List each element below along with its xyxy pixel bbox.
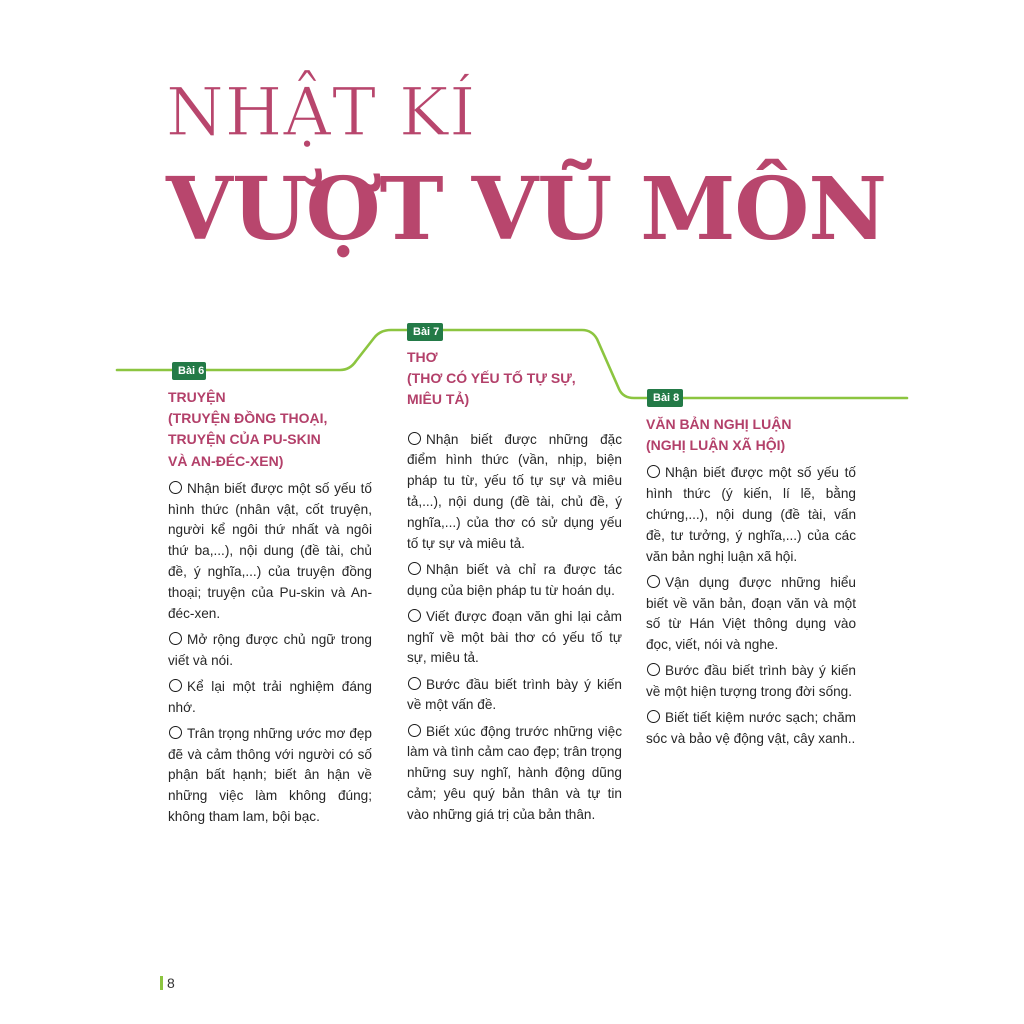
item-text: Viết được đoạn văn ghi lại cảm nghĩ về một bài thơ có yếu tố tự sự, miêu tả. [407, 608, 622, 666]
item-text: Vận dụng được những hiểu biết về văn bản, đoạn văn và một số từ Hán Việt thông dụng vào đọc, viết, nói và nghe. [646, 574, 856, 653]
lesson-6-heading [168, 387, 372, 472]
lesson-8-badge: Bài 8 [647, 389, 683, 407]
circle-bullet-icon [647, 710, 660, 723]
circle-bullet-icon [169, 679, 182, 692]
item-text: Nhận biết được một số yếu tố hình thức (nhân vật, cốt truyện, người kể ngôi thứ nhất và ngôi thứ ba,...), nội dung (đề tài, chủ đề, ý nghĩa,...) của truyện đồng thoại; truyện của Pu-skin và An-đéc-xen. [168, 480, 372, 621]
item-text: Biết tiết kiệm nước sạch; chăm sóc và bảo vệ động vật, cây xanh.. [646, 710, 856, 747]
title-line-1: NHẬT KÍ [166, 74, 477, 151]
item-text: Bước đầu biết trình bày ý kiến về một vấn đề. [407, 676, 622, 713]
circle-bullet-icon [408, 677, 421, 690]
lesson-7-item-5 [407, 722, 622, 826]
item-text: Kể lại một trải nghiệm đáng nhớ. [168, 678, 372, 715]
item-text: Mở rộng được chủ ngữ trong viết và nói. [168, 631, 372, 668]
circle-bullet-icon [408, 724, 421, 737]
circle-bullet-icon [169, 481, 182, 494]
lesson-6-column [168, 387, 372, 833]
item-text: Nhận biết và chỉ ra được tác dụng của biện pháp tu từ hoán dụ. [407, 561, 622, 598]
heading-line: (THƠ CÓ YẾU TỐ TỰ SỰ, [407, 370, 576, 387]
title-line-2: VƯỢT VŨ MÔN [166, 159, 886, 260]
lesson-8-item-1 [646, 463, 856, 567]
lesson-7-item-4 [407, 675, 622, 717]
circle-bullet-icon [408, 609, 421, 622]
item-text: Bước đầu biết trình bày ý kiến về một hiện tượng trong đời sống. [646, 663, 856, 700]
lesson-6-item-1 [168, 479, 372, 625]
heading-line: VĂN BẢN NGHỊ LUẬN [646, 416, 792, 432]
circle-bullet-icon [647, 465, 660, 478]
circle-bullet-icon [169, 726, 182, 739]
lesson-7-item-1 [407, 430, 622, 555]
lesson-6-item-2 [168, 630, 372, 672]
item-text: Trân trọng những ước mơ đẹp đẽ và cảm thông với người có số phận bất hạnh; biết ân hận về những việc làm không đúng; không tham lam, bội bạc. [168, 725, 372, 824]
lesson-6-badge: Bài 6 [172, 362, 206, 380]
item-text: Nhận biết được những đặc điểm hình thức (vần, nhịp, biện pháp tu từ, yếu tố tự sự và miêu tả,...), nội dung (đề tài, chủ đề, ý nghĩa,...) của thơ có sử dụng yếu tố tự sự và miêu tả. [407, 431, 622, 551]
heading-line: TRUYỆN [168, 389, 226, 405]
lesson-6-item-3 [168, 677, 372, 719]
lesson-7-column [407, 347, 622, 831]
circle-bullet-icon [647, 663, 660, 676]
circle-bullet-icon [169, 632, 182, 645]
lesson-8-item-4 [646, 708, 856, 750]
lesson-7-item-2 [407, 560, 622, 602]
heading-line: VÀ AN-ĐÉC-XEN) [168, 452, 284, 469]
heading-line: (TRUYỆN ĐỒNG THOẠI, [168, 410, 328, 427]
lesson-8-item-3 [646, 661, 856, 703]
heading-line: (NGHỊ LUẬN XÃ HỘI) [646, 437, 786, 454]
lesson-7-heading [407, 347, 622, 411]
heading-line: TRUYỆN CỦA PU-SKIN [168, 431, 321, 448]
lesson-8-heading [646, 414, 856, 456]
item-text: Nhận biết được một số yếu tố hình thức (ý kiến, lí lẽ, bằng chứng,...), nội dung (đề tài, vấn đề, tư tưởng, ý nghĩa,...) của các văn bản nghị luận xã hội. [646, 465, 856, 564]
heading-line: THƠ [407, 349, 438, 365]
lesson-6-item-4 [168, 724, 372, 828]
circle-bullet-icon [408, 562, 421, 575]
circle-bullet-icon [408, 432, 421, 445]
heading-line: MIÊU TẢ) [407, 391, 470, 408]
lesson-8-item-2 [646, 573, 856, 656]
lesson-7-badge: Bài 7 [407, 323, 443, 341]
page-number-bar [160, 976, 163, 990]
circle-bullet-icon [647, 575, 660, 588]
lesson-7-item-3 [407, 607, 622, 669]
page-number: 8 [167, 975, 175, 991]
item-text: Biết xúc động trước những việc làm và tình cảm cao đẹp; trân trọng những suy nghĩ, hành động dũng cảm; yêu quý bản thân và tự tin vào những giá trị của bản thân. [407, 723, 622, 822]
lesson-8-column [646, 414, 856, 755]
